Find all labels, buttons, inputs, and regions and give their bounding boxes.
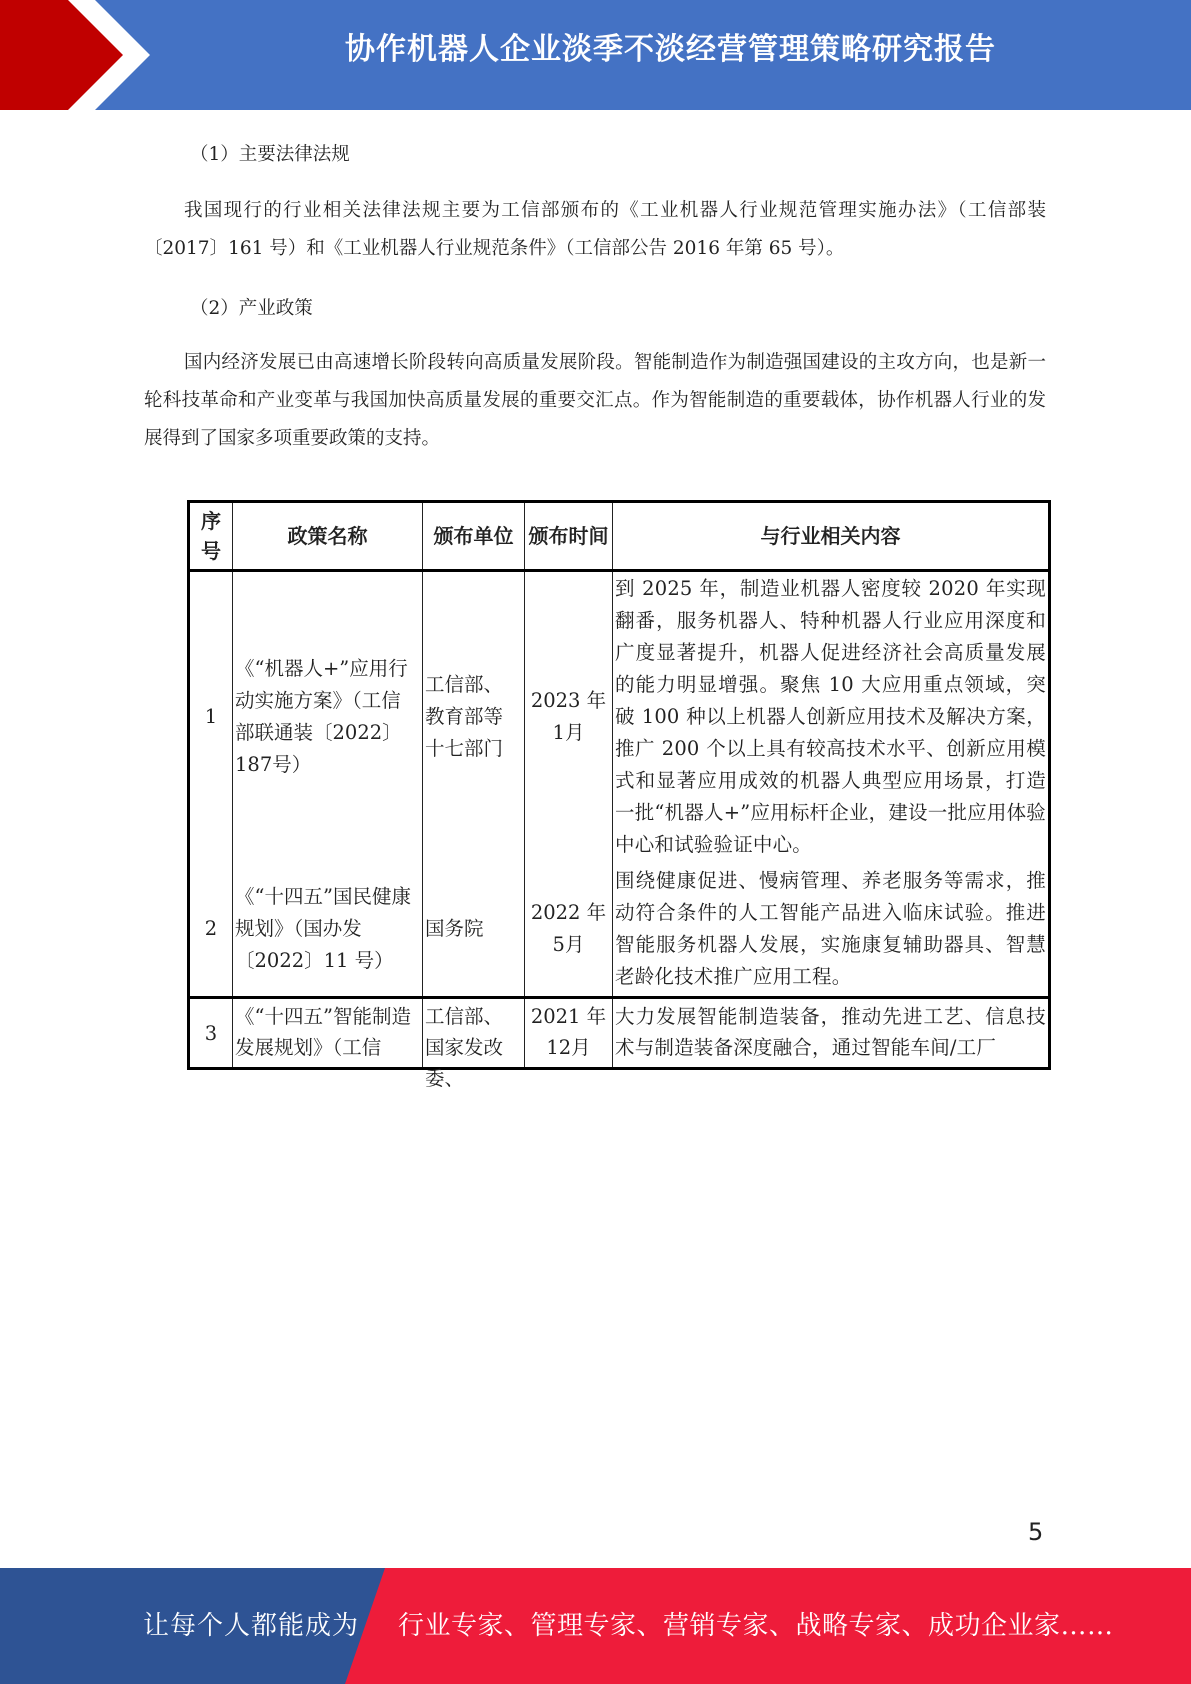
page-footer (0, 1568, 1191, 1684)
page-header (0, 0, 1191, 110)
col-header-content: 与行业相关内容 (613, 502, 1050, 571)
table-header-row (189, 502, 1050, 571)
cell-no: 2 (189, 862, 233, 998)
paragraph-laws: 我国现行的行业相关法律法规主要为工信部颁布的《工业机器人行业规范管理实施办法》（工信部装〔2017〕161 号）和《工业机器人行业规范条件》（工信部公告 2016 年第 65 号）。 (144, 200, 1046, 259)
cell-issuer (423, 998, 525, 1090)
footer-slogan-left: 让每个人都能成为 (143, 1611, 360, 1641)
cell-date: 2022 年 5月 (525, 862, 613, 998)
table-row (189, 571, 1050, 863)
cell-issuer-text: 工信部、国家发改委、 (425, 1005, 504, 1090)
table-row (189, 862, 1050, 998)
cell-name: 《“十四五”国民健康规划》（国办发〔2022〕11 号） (233, 862, 423, 998)
cell-date-text: 2021 年 12月 (530, 1005, 607, 1059)
col-header-issuer: 颁布单位 (423, 502, 525, 571)
cell-name-text: 《“十四五”智能制造发展规划》（工信 (235, 1005, 411, 1059)
cell-name: 《“机器人+”应用行动实施方案》（工信部联通装〔2022〕187号） (233, 571, 423, 863)
policy-table (187, 500, 1051, 1090)
report-title: 协作机器人企业淡季不淡经营管理策略研究报告 (345, 32, 996, 67)
cell-content: 围绕健康促进、慢病管理、养老服务等需求，推动符合条件的人工智能产品进入临床试验。推进智能服务机器人发展，实施康复辅助器具、智慧老龄化技术推广应用工程。 (613, 862, 1050, 998)
section-heading-policy: （2）产业政策 (190, 298, 313, 319)
policy-table-wrapper (187, 500, 1048, 1090)
table-row (189, 998, 1050, 1069)
paragraph-policy: 国内经济发展已由高速增长阶段转向高质量发展阶段。智能制造作为制造强国建设的主攻方向，也是新一轮科技革命和产业变革与我国加快高质量发展的重要交汇点。作为智能制造的重要载体，协作机器人行业的发展得到了国家多项重要政策的支持。 (144, 352, 1046, 449)
cell-content (613, 998, 1050, 1069)
col-header-name: 政策名称 (233, 502, 423, 571)
section-heading-laws: （1）主要法律法规 (190, 144, 350, 165)
footer-slogan-right: 行业专家、管理专家、营销专家、战略专家、成功企业家…… (398, 1611, 1114, 1641)
col-header-no: 序号 (189, 502, 233, 571)
col-header-date: 颁布时间 (525, 502, 613, 571)
header-accent-block (0, 0, 68, 110)
cell-content: 到 2025 年，制造业机器人密度较 2020 年实现翻番，服务机器人、特种机器人行业应用深度和广度显著提升，机器人促进经济社会高质量发展的能力明显增强。聚焦 10 大应用重点领域，突破 100 种以上机器人创新应用技术及解决方案，推广 200 个以上具有较高技术水平、创新应用模式和显著应用成效的机器人典型应用场景，打造一批“机器人+”应用标杆企业，建设一批应用体验中心和试验验证中心。 (613, 571, 1050, 863)
chevron-right-icon (60, 0, 150, 110)
cell-issuer: 工信部、教育部等十七部门 (423, 571, 525, 863)
cell-name (233, 998, 423, 1069)
main-content (144, 130, 1046, 458)
cell-date: 2023 年 1月 (525, 571, 613, 863)
cell-issuer: 国务院 (423, 862, 525, 998)
cell-content-text: 大力发展智能制造装备，推动先进工艺、信息技术与制造装备深度融合，通过智能车间/工厂 (615, 1005, 1046, 1059)
cell-date (525, 998, 613, 1069)
page-number: 5 (1028, 1518, 1044, 1546)
cell-no: 1 (189, 571, 233, 863)
cell-no: 3 (189, 998, 233, 1069)
